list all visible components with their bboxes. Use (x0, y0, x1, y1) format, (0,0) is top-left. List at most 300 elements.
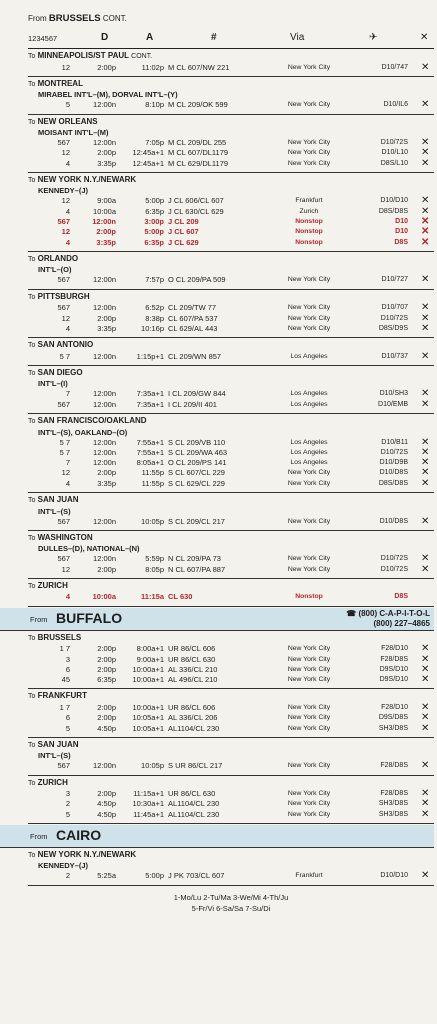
airport-codes: INT'L–(S), OAKLAND–(O) (38, 427, 128, 437)
equipment: D10/EMB (378, 400, 408, 408)
equipment: SH3/D8S (378, 810, 408, 818)
flight-row (28, 810, 434, 820)
meal-service-icon: ✕ (421, 99, 430, 111)
meal-service-icon: ✕ (421, 137, 430, 149)
meal-service-icon: ✕ (421, 61, 430, 73)
meal-service-icon: ✕ (421, 712, 430, 724)
via-city: Nonstop (295, 238, 323, 246)
destination-section (28, 776, 434, 824)
via-city: Los Angeles (290, 459, 328, 467)
destination-title (28, 175, 434, 187)
destination-name: SAN JUAN (37, 495, 79, 505)
equipment: F28/D10 (381, 703, 408, 711)
equipment: D8S (394, 593, 408, 601)
meal-service-icon: ✕ (421, 798, 430, 810)
depart-time: 12:00n (93, 275, 116, 285)
via-city: New York City (287, 517, 331, 525)
depart-time: 12:00n (93, 138, 116, 148)
flight-row (28, 217, 434, 227)
meal-service-icon: ✕ (421, 302, 430, 314)
via-city: Los Angeles (290, 448, 328, 456)
origin-from-label: From (30, 831, 48, 841)
operating-days: 1 7 (59, 644, 70, 654)
operating-days: 2 (65, 799, 70, 809)
via-city: New York City (287, 304, 331, 312)
flight-row (28, 207, 434, 217)
via-city: New York City (287, 676, 331, 684)
operating-days: 5 7 (59, 447, 70, 457)
flight-number: S CL 209/WA 463 (168, 447, 228, 457)
equipment: D10/737 (381, 352, 408, 360)
destination-section (28, 579, 434, 607)
meal-icon: ✕ (420, 32, 429, 43)
meal-service-icon: ✕ (421, 701, 430, 713)
destination-section (28, 738, 434, 776)
destination-name: WASHINGTON (37, 532, 93, 542)
arrive-time: 10:05a+1 (132, 713, 164, 723)
airport-codes: INT'L–(S) (38, 506, 71, 516)
operating-days: 12 (61, 564, 70, 574)
destination-section (28, 173, 434, 252)
arrive-time: 10:00a+1 (132, 675, 164, 685)
destination-title (28, 691, 434, 703)
flight-number: M CL 629/DL1179 (168, 158, 229, 168)
meal-service-icon: ✕ (421, 663, 430, 675)
flight-row (28, 438, 434, 448)
flight-row (28, 724, 434, 734)
col-via: Via (290, 32, 305, 43)
arrive-time: 10:00a+1 (132, 702, 164, 712)
flight-row (28, 479, 434, 489)
destination-name: SAN FRANCISCO/OAKLAND (37, 416, 147, 426)
meal-service-icon: ✕ (421, 147, 430, 159)
meal-service-icon: ✕ (421, 398, 430, 410)
to-label: To (28, 851, 36, 859)
destination-name: PITTSBURGH (37, 291, 90, 301)
flight-number: J CL 607 (168, 227, 199, 237)
meal-service-icon: ✕ (421, 446, 430, 458)
arrive-time: 5:59p (145, 554, 164, 564)
equipment: D10/72S (380, 314, 408, 322)
flight-number: AL 336/CL 206 (168, 713, 218, 723)
from-city: BRUSSELS (48, 13, 101, 24)
operating-days: 2 (65, 871, 70, 881)
arrive-time: 8:10p (145, 100, 164, 110)
to-label: To (28, 369, 36, 377)
equipment: F28/D10 (381, 645, 408, 653)
flight-number: J CL 209 (168, 217, 199, 227)
operating-days: 4 (65, 478, 70, 488)
flight-row (28, 644, 434, 654)
to-label: To (28, 80, 36, 88)
airport-codes: MIRABEL INT'L–(M), DORVAL INT'L–(Y) (38, 90, 178, 100)
flight-number: I CL 209/GW 844 (168, 389, 226, 399)
depart-time: 3:35p (96, 237, 116, 247)
destination-title (28, 533, 434, 545)
depart-time: 5:25a (97, 871, 116, 881)
flight-number: CL 209/TW 77 (168, 303, 217, 313)
operating-days: 12 (61, 468, 70, 478)
depart-time: 2:00p (97, 313, 116, 323)
meal-service-icon: ✕ (421, 236, 430, 248)
destination-suffix: CONT. (131, 53, 153, 60)
arrive-time: 7:35a+1 (136, 389, 164, 399)
equipment: D10/72S (380, 139, 408, 147)
arrive-time: 11:45a+1 (133, 809, 164, 819)
operating-days: 4 (65, 206, 70, 216)
operating-days: 4 (65, 592, 70, 602)
via-city: Nonstop (295, 218, 323, 226)
airport-codes: KENNEDY–(J) (38, 861, 89, 871)
depart-time: 6:35p (97, 675, 116, 685)
flight-number: UR 86/CL 630 (168, 789, 216, 799)
equipment: D10/72S (380, 555, 408, 563)
flight-number: S CL 607/CL 229 (168, 468, 225, 478)
via-city: New York City (287, 159, 331, 167)
equipment: D10 (395, 218, 408, 226)
operating-days: 12 (61, 313, 70, 323)
destination-section (28, 631, 434, 690)
destination-title (28, 495, 434, 507)
flight-number: AL 336/CL 210 (168, 664, 218, 674)
equipment: D10/72S (380, 565, 408, 573)
to-label: To (28, 779, 36, 787)
flight-number: O CL 209/PA 509 (168, 275, 226, 285)
via-city: Los Angeles (290, 352, 328, 360)
flight-number: UR 86/CL 630 (168, 654, 216, 664)
operating-days: 12 (61, 196, 70, 206)
origin-city-name: CAIRO (56, 826, 102, 843)
depart-time: 12:00n (92, 217, 116, 227)
to-label: To (28, 534, 36, 542)
via-city: New York City (287, 800, 331, 808)
flight-row (28, 703, 434, 713)
to-label: To (28, 53, 36, 60)
meal-service-icon: ✕ (421, 788, 430, 800)
arrive-time: 8:05p (145, 564, 164, 574)
depart-time: 12:00n (93, 458, 116, 468)
equipment: F28/D8S (380, 790, 408, 798)
equipment: D10/D10 (380, 197, 408, 205)
reservation-phone (346, 609, 430, 630)
via-city: New York City (287, 149, 331, 157)
equipment: D10/D8S (379, 469, 408, 477)
destination-title (28, 778, 434, 790)
meal-service-icon: ✕ (421, 216, 430, 228)
destination-title (28, 581, 434, 593)
flight-row (28, 458, 434, 468)
from-suffix: CONT. (102, 14, 127, 23)
arrive-time: 12:45a+1 (132, 148, 164, 158)
arrive-time: 6:35p (145, 206, 164, 216)
destination-section (28, 689, 434, 737)
flight-number: O CL 209/PS 141 (168, 458, 227, 468)
via-city: New York City (287, 555, 331, 563)
flight-row (28, 148, 434, 158)
origin-from-label: From (30, 614, 48, 624)
flight-row (28, 227, 434, 237)
destination-name: SAN JUAN (37, 739, 79, 749)
meal-service-icon: ✕ (421, 195, 430, 207)
via-city: Frankfurt (295, 197, 323, 205)
meal-service-icon: ✕ (421, 312, 430, 324)
phone-line-2: (800) 227–4865 (373, 619, 430, 629)
operating-days: 6 (65, 713, 70, 723)
via-city: New York City (287, 469, 331, 477)
via-city: New York City (287, 665, 331, 673)
arrive-time: 1:15p+1 (136, 351, 164, 361)
flight-row (28, 63, 434, 73)
via-city: New York City (287, 790, 331, 798)
destination-title (28, 292, 434, 304)
operating-days: 5 7 (59, 437, 70, 447)
meal-service-icon: ✕ (421, 808, 430, 820)
destination-title (28, 51, 434, 63)
via-city: New York City (287, 479, 331, 487)
destination-section (28, 338, 434, 366)
destination-title (28, 340, 434, 352)
equipment: D8S/D9S (378, 324, 408, 332)
flight-row (28, 100, 434, 110)
airport-codes: INT'L–(I) (38, 379, 68, 389)
operating-days: 45 (61, 675, 70, 685)
arrive-time: 10:30a+1 (132, 799, 164, 809)
destination-name: ZURICH (37, 580, 68, 590)
operating-days: 4 (65, 158, 70, 168)
destination-name: SAN ANTONIO (37, 340, 94, 350)
arrive-time: 7:55a+1 (136, 437, 164, 447)
equipment: D8S/L10 (380, 159, 408, 167)
to-label: To (28, 741, 36, 749)
flight-number: CL 209/WN 857 (168, 351, 222, 361)
airport-codes: INT'L–(S) (38, 751, 71, 761)
depart-time: 3:35p (97, 158, 116, 168)
flight-number: J PK 703/CL 607 (168, 871, 225, 881)
meal-service-icon: ✕ (421, 388, 430, 400)
via-city: Los Angeles (290, 438, 328, 446)
flight-number: CL 607/PA 537 (168, 313, 218, 323)
equipment: D8S/D8S (378, 479, 408, 487)
destination-title (28, 368, 434, 380)
depart-time: 3:35p (97, 478, 116, 488)
flight-row (28, 554, 434, 564)
operating-days: 567 (57, 516, 70, 526)
depart-time: 2:00p (97, 644, 116, 654)
depart-time: 12:00n (93, 516, 116, 526)
flight-row (28, 592, 434, 602)
equipment: D10/D10 (380, 872, 408, 880)
arrive-time: 9:00a+1 (136, 654, 164, 664)
flight-number: CL 629/AL 443 (168, 323, 218, 333)
arrive-time: 10:00a+1 (132, 664, 164, 674)
flight-number: N CL 607/PA 887 (168, 564, 226, 574)
via-city: Nonstop (295, 228, 323, 236)
operating-days: 4 (65, 323, 70, 333)
phone-line-1: ☎ (800) C-A-P-I-T-O-L (346, 608, 430, 618)
depart-time: 4:50p (97, 799, 116, 809)
destination-title (28, 740, 434, 752)
flight-number: CL 630 (168, 592, 193, 602)
flight-row (28, 468, 434, 478)
destination-title (28, 254, 434, 266)
arrive-time: 8:05a+1 (136, 458, 164, 468)
to-label: To (28, 176, 36, 184)
flight-number: J CL 629 (168, 237, 199, 247)
operating-days: 3 (65, 789, 70, 799)
arrive-time: 5:00p (145, 196, 164, 206)
to-label: To (28, 693, 36, 701)
destination-section (28, 49, 434, 77)
to-label: To (28, 497, 36, 505)
equipment: D10/707 (381, 304, 408, 312)
depart-time: 2:00p (97, 564, 116, 574)
flight-row (28, 314, 434, 324)
arrive-time: 11:15a (141, 592, 164, 602)
via-city: New York City (287, 324, 331, 332)
depart-time: 12:00n (93, 447, 116, 457)
plane-icon: ✈ (369, 32, 378, 43)
arrive-time: 11:15a+1 (133, 789, 164, 799)
from-header (28, 8, 434, 24)
meal-service-icon: ✕ (421, 457, 430, 469)
operating-days: 12 (61, 148, 70, 158)
depart-time: 2:00p (97, 789, 116, 799)
operating-days: 7 (65, 389, 70, 399)
via-city: Frankfurt (295, 872, 323, 880)
to-label: To (28, 342, 36, 350)
airport-codes: DULLES–(D), NATIONAL–(N) (38, 544, 140, 554)
meal-service-icon: ✕ (421, 274, 430, 286)
destination-name: NEW YORK N.Y./NEWARK (37, 849, 137, 859)
equipment: D10/727 (381, 276, 408, 284)
arrive-time: 7:57p (145, 275, 164, 285)
operating-days: 12 (61, 62, 70, 72)
destination-name: MONTREAL (37, 78, 83, 88)
destination-name: BRUSSELS (37, 632, 82, 642)
airport-codes: KENNEDY–(J) (38, 186, 89, 196)
flight-number: AL1104/CL 230 (168, 799, 220, 809)
flight-number: AL1104/CL 230 (168, 809, 220, 819)
via-city: New York City (287, 314, 331, 322)
equipment: D9S/D10 (379, 676, 408, 684)
to-label: To (28, 418, 36, 426)
flight-row (28, 789, 434, 799)
depart-time: 2:00p (97, 713, 116, 723)
operating-days: 567 (57, 761, 70, 771)
depart-time: 3:35p (97, 323, 116, 333)
destination-title (28, 117, 434, 129)
destination-name: ORLANDO (37, 253, 79, 263)
destination-section (28, 414, 434, 493)
arrive-time: 11:55p (141, 468, 164, 478)
legend-line-2: 5-Fr/Vi 6-Sa/Sa 7-Su/Di (191, 903, 271, 913)
arrive-time: 6:35p (144, 237, 164, 247)
origin-city-name: BUFFALO (56, 609, 123, 626)
schedule-blocks (28, 49, 434, 886)
arrive-time: 8:00a+1 (136, 644, 164, 654)
flight-number: S CL 209/VB 110 (168, 437, 226, 447)
flight-row (28, 517, 434, 527)
flight-row (28, 448, 434, 458)
via-city: Los Angeles (290, 390, 328, 398)
depart-time: 2:00p (97, 148, 116, 158)
operating-days: 4 (65, 237, 70, 247)
meal-service-icon: ✕ (421, 760, 430, 772)
via-city: Zurich (299, 207, 319, 215)
operating-days: 567 (57, 399, 70, 409)
to-label: To (28, 293, 36, 301)
operating-days: 567 (57, 303, 70, 313)
depart-time: 12:00n (93, 554, 116, 564)
equipment: D10/B11 (381, 438, 408, 446)
flight-number: S UR 86/CL 217 (168, 761, 223, 771)
destination-title (28, 416, 434, 428)
equipment: D10/L10 (381, 149, 408, 157)
flight-row (28, 799, 434, 809)
arrive-time: 8:38p (145, 313, 164, 323)
meal-service-icon: ✕ (421, 563, 430, 575)
arrive-time: 12:45a+1 (132, 158, 164, 168)
arrive-time: 10:05p (141, 761, 164, 771)
arrive-time: 7:35a+1 (136, 399, 164, 409)
meal-service-icon: ✕ (421, 643, 430, 655)
depart-time: 12:00n (93, 389, 116, 399)
via-city: New York City (287, 724, 331, 732)
destination-section (28, 77, 434, 115)
depart-time: 12:00n (93, 437, 116, 447)
arrive-time: 3:00p (144, 217, 164, 227)
depart-time: 12:00n (93, 761, 116, 771)
via-city: New York City (287, 63, 331, 71)
depart-time: 2:00p (97, 62, 116, 72)
airport-codes: MOISANT INT'L–(M) (38, 128, 109, 138)
via-city: New York City (287, 714, 331, 722)
via-city: New York City (287, 645, 331, 653)
meal-service-icon: ✕ (421, 722, 430, 734)
flight-number: J CL 606/CL 607 (168, 196, 224, 206)
arrive-time: 10:05p (141, 516, 164, 526)
flight-number: S CL 209/CL 217 (168, 516, 225, 526)
meal-service-icon: ✕ (421, 350, 430, 362)
destination-name: SAN DIEGO (37, 367, 83, 377)
depart-time: 2:00p (97, 664, 116, 674)
destination-section (28, 252, 434, 290)
timetable-page (28, 8, 434, 914)
equipment: D10/IL6 (383, 101, 408, 109)
depart-time: 2:00p (96, 227, 116, 237)
arrive-time: 10:16p (141, 323, 164, 333)
operating-days: 567 (57, 138, 70, 148)
operating-days: 5 (65, 100, 70, 110)
flight-number: J CL 630/CL 629 (168, 206, 224, 216)
meal-service-icon: ✕ (421, 870, 430, 882)
equipment: D9S/D10 (379, 665, 408, 673)
from-label: From (28, 14, 47, 23)
flight-number: UR 86/CL 606 (168, 702, 216, 712)
col-arrive: A (146, 32, 154, 43)
destination-title (28, 79, 434, 91)
flight-row (28, 400, 434, 410)
flight-number: AL 496/CL 210 (168, 675, 218, 685)
flight-number: AL1104/CL 230 (168, 723, 220, 733)
via-city: New York City (287, 276, 331, 284)
flight-row (28, 196, 434, 206)
origin-city-band (0, 608, 434, 631)
flight-number: N CL 209/PA 73 (168, 554, 221, 564)
flight-number: S CL 629/CL 229 (168, 478, 225, 488)
flight-row (28, 675, 434, 685)
depart-time: 9:00a (97, 196, 116, 206)
